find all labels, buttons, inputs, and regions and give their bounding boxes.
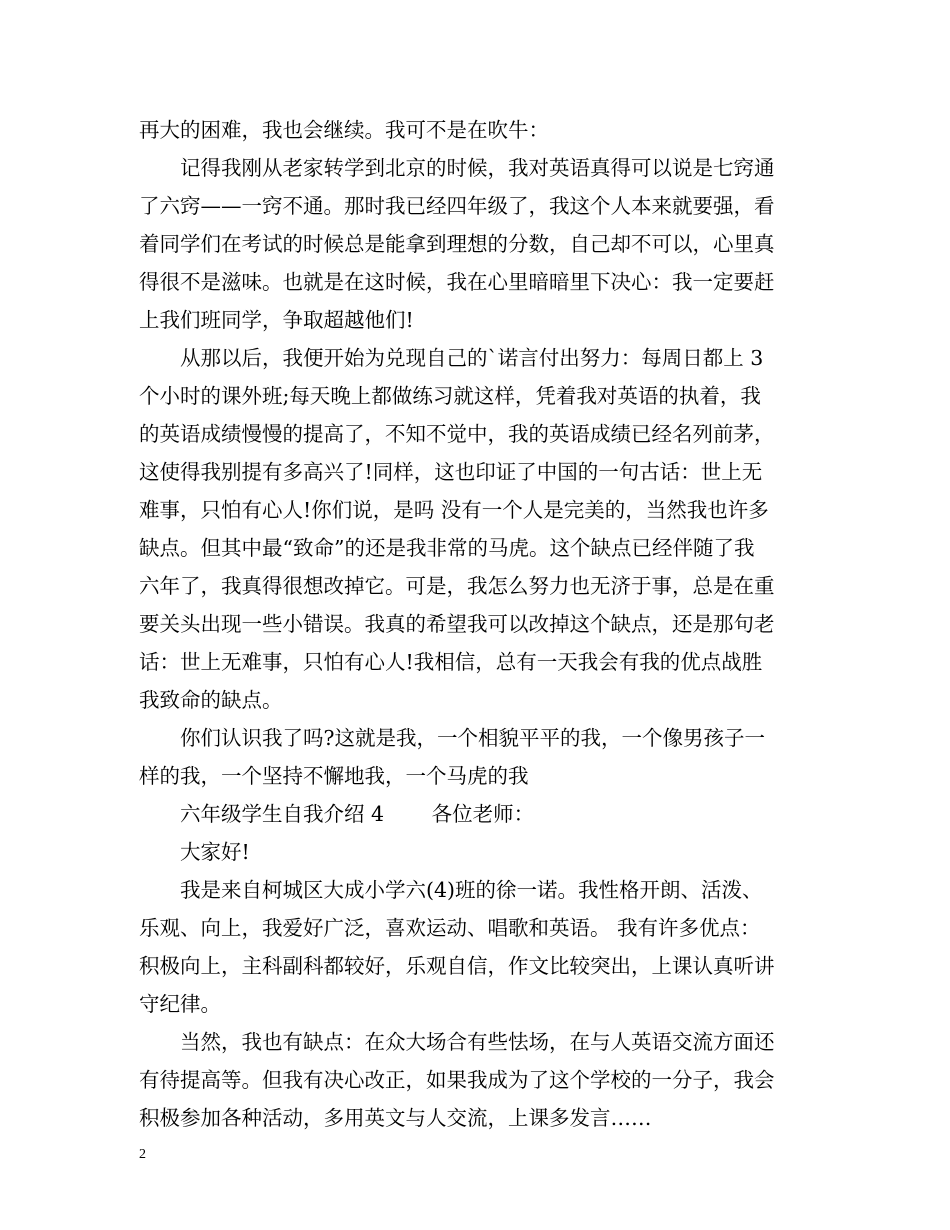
- text-line: 乐观、向上，我爱好广泛，喜欢运动、唱歌和英语。 我有许多优点：: [139, 916, 761, 940]
- text-line: 有待提高等。但我有决心改正，如果我成为了这个学校的一分子，我会: [139, 1068, 775, 1092]
- text-line: 要关头出现一些小错误。我真的希望我可以改掉这个缺点，还是那句老: [139, 612, 775, 636]
- text-line: 得很不是滋味。也就是在这时候，我在心里暗暗里下决心：我一定要赶: [139, 270, 775, 294]
- text-line: 缺点。但其中最“致命”的还是我非常的马虎。这个缺点已经伴随了我: [139, 536, 755, 560]
- text-line: 我是来自柯城区大成小学六(4)班的徐一诺。我性格开朗、活泼、: [139, 878, 763, 902]
- text-line: 六年级学生自我介绍 4 各位老师：: [139, 802, 535, 826]
- page-number: 2: [139, 1147, 146, 1162]
- text-line: 再大的困难，我也会继续。我可不是在吹牛：: [139, 118, 549, 142]
- text-line: 记得我刚从老家转学到北京的时候，我对英语真得可以说是七窍通: [139, 156, 775, 180]
- text-line: 样的我，一个坚持不懈地我，一个马虎的我: [139, 764, 529, 788]
- text-line: 守纪律。: [139, 992, 221, 1016]
- text-line: 这使得我别提有多高兴了!同样，这也印证了中国的一句古话：世上无: [139, 460, 763, 484]
- text-line: 上我们班同学，争取超越他们!: [139, 308, 414, 332]
- text-line: 难事，只怕有心人!你们说，是吗 没有一个人是完美的，当然我也许多: [139, 498, 769, 522]
- text-line: 个小时的课外班;每天晚上都做练习就这样，凭着我对英语的执着，我: [139, 384, 761, 408]
- text-line: 积极参加各种活动，多用英文与人交流，上课多发言……: [139, 1106, 652, 1130]
- text-line: 从那以后，我便开始为兑现自己的`诺言付出努力：每周日都上 3: [139, 346, 764, 370]
- text-line: 积极向上，主科副科都较好，乐观自信，作文比较突出，上课认真听讲: [139, 954, 775, 978]
- text-line: 六年了，我真得很想改掉它。可是，我怎么努力也无济于事，总是在重: [139, 574, 775, 598]
- text-line: 你们认识我了吗?这就是我，一个相貌平平的我，一个像男孩子一: [139, 726, 765, 750]
- text-line: 当然，我也有缺点：在众大场合有些怯场，在与人英语交流方面还: [139, 1030, 775, 1054]
- text-line: 着同学们在考试的时候总是能拿到理想的分数，自己却不可以，心里真: [139, 232, 775, 256]
- text-line: 的英语成绩慢慢的提高了，不知不觉中，我的英语成绩已经名列前茅，: [139, 422, 775, 446]
- text-line: 大家好!: [139, 840, 250, 864]
- text-line: 我致命的缺点。: [139, 688, 283, 712]
- text-line: 话：世上无难事，只怕有心人!我相信，总有一天我会有我的优点战胜: [139, 650, 763, 674]
- text-line: 了六窍——一窍不通。那时我已经四年级了，我这个人本来就要强，看: [139, 194, 775, 218]
